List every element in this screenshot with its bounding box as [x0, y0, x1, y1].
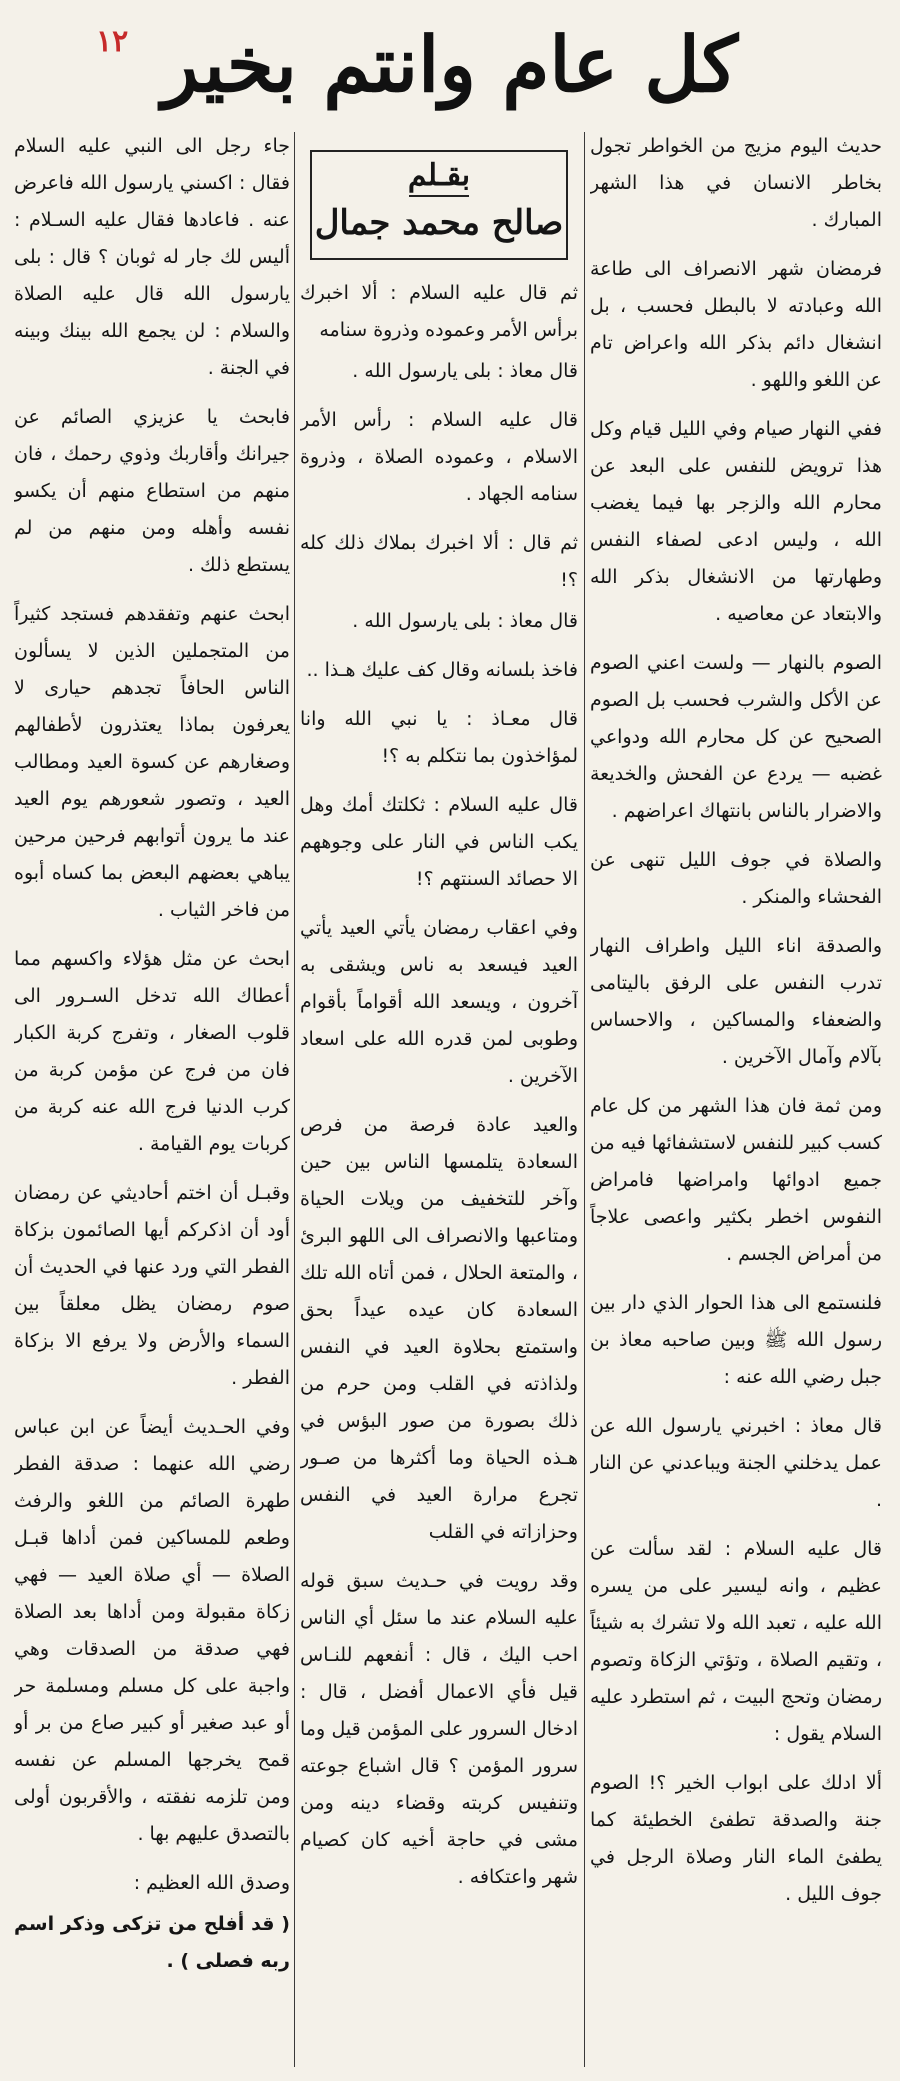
article-column-left [14, 128, 290, 2068]
paragraph: الصوم بالنهار — ولست اعني الصوم عن الأكل والشرب فحسب بل الصوم الصحيح عن كل محارم الله ودواعي غضبه — يردع عن الفحش والخديعة والاضرار بالناس بانتهاك اعراضهم . [590, 652, 882, 822]
paragraph: وصدق الله العظيم : [133, 1872, 290, 1894]
paragraph: والصلاة في جوف الليل تنهى عن الفحشاء والمنكر . [590, 849, 882, 908]
paragraph: ابحث عنهم وتفقدهم فستجد كثيراً من المتجملين الذين لا يسألون الناس الحافاً تجدهم حيارى لا يعرفون بماذا يعتذرون لأطفالهم وصغارهم عن كسوة العيد ومطالب العيد ، وتصور شعورهم يوم العيد عند ما يرون أتوابهم فرحين مرحين يباهي بعضهم البعض بما كساه أبوه من فاخر الثياب . [14, 603, 290, 921]
quran-verse: ( قد أفلح من تزكى وذكر اسم ربه فصلى ) . [14, 1913, 290, 1972]
paragraph: وفي الحـديث أيضاً عن ابن عباس رضي الله عنهما : صدقة الفطر طهرة الصائم من اللغو والرفث وطعم للمساكين فمن أداها قبـل الصلاة — أي صلاة العيد — فهي زكاة مقبولة ومن أداها بعد الصلاة فهي صدقة من الصدقات وهي واجبة على كل مسلم ومسلمة حر أو عبد صغير أو كبير صاع من بر أو قمح يخرجها المسلم عن نفسه ومن تلزمه نفقته ، والأقربون أولى بالتصدق عليهم بها . [14, 1416, 290, 1845]
paragraph: ابحث عن مثل هؤلاء واكسهم مما أعطاك الله تدخل السـرور الى قلوب الصغار ، وتفرج كربة الكبار فان من فرج عن مؤمن كربة من كرب الدنيا فرج الله عنه كربة من كربات يوم القيامة . [14, 948, 290, 1155]
paragraph: فابحث يا عزيزي الصائم عن جيرانك وأقاربك وذوي رحمك ، فان منهم من استطاع منهم أن يكسو نفسه وأهله ومن منهم من لم يستطع ذلك . [14, 406, 290, 576]
paragraph: وقد رويت في حـديث سبق قوله عليه السلام عند ما سئل أي الناس احب اليك ، قال : أنفعهم للنـاس قيل فأي الاعمال أفضل ، قال : ادخال السرور على المؤمن قيل وما سرور المؤمن ؟ قال اشباع جوعته وتنفيس كربته وقضاء دينه ومن مشى في حاجة أخيه كان كصيام شهر واعتكافه . [300, 1570, 578, 1888]
paragraph: ففي النهار صيام وفي الليل قيام وكل هذا ترويض للنفس على البعد عن محارم الله والزجر بها فيما يغضب الله ، وليس ادعى لصفاء النفس وطهارتها من الانشغال بذكر الله والابتعاد عن معاصيه . [590, 418, 882, 625]
column-divider-right [584, 132, 585, 2067]
paragraph: قال معاذ : بلى يارسول الله . [352, 360, 578, 382]
paragraph: قال عليه السلام : لقد سألت عن عظيم ، وانه ليسير على من يسره الله عليه ، تعبد الله ولا تشرك به شيئاً ، وتقيم الصلاة ، وتؤتي الزكاة وتصوم رمضان وتحج البيت ، ثم استطرد عليه السلام يقول : [590, 1538, 882, 1745]
page-number: ١٢ [96, 24, 129, 59]
paragraph: فاخذ بلسانه وقال كف عليك هـذا .. [306, 659, 578, 681]
paragraph: قال معـاذ : يا نبي الله وانا لمؤاخذون بما نتكلم به ؟! [300, 708, 578, 767]
paragraph: وفي اعقاب رمضان يأتي العيد يأتي العيد فيسعد به ناس ويشقى به آخرون ، ويسعد الله أقواماً بأقوام وطوبى لمن قدره الله على اسعاد الآخرين . [300, 917, 578, 1087]
article-column-middle [300, 140, 578, 2070]
author-name: صالح محمد جمال [314, 203, 564, 243]
paragraph: حديث اليوم مزيج من الخواطر تجول بخاطر الانسان في هذا الشهر المبارك . [590, 135, 882, 231]
paragraph: قال عليه السلام : ثكلتك أمك وهل يكب الناس في النار على وجوههم الا حصائد السنتهم ؟! [300, 794, 578, 890]
article-column-right [590, 128, 882, 2068]
paragraph: وقبـل أن اختم أحاديثي عن رمضان أود أن اذكركم أيها الصائمون بزكاة الفطر التي ورد عنها في الحديث أن صوم رمضان يظل معلقاً بين السماء والأرض ولا يرفع الا بزكاة الفطر . [14, 1182, 290, 1389]
paragraph: قال معاذ : بلى يارسول الله . [352, 610, 578, 632]
headline: كل عام وانتم بخير [161, 20, 739, 109]
paragraph: ألا ادلك على ابواب الخير ؟! الصوم جنة والصدقة تطفئ الخطيئة كما يطفئ الماء النار وصلاة الرجل في جوف الليل . [590, 1772, 882, 1905]
paragraph: ثم قال : ألا اخبرك بملاك ذلك كله ؟! [300, 532, 578, 591]
paragraph: فرمضان شهر الانصراف الى طاعة الله وعبادته لا بالبطل فحسب ، بل انشغال دائم بذكر الله واعراض تام عن اللغو واللهو . [590, 258, 882, 391]
paragraph: فلنستمع الى هذا الحوار الذي دار بين رسول الله ﷺ وبين صاحبه معاذ بن جبل رضي الله عنه : [590, 1292, 882, 1388]
paragraph: والصدقة اناء الليل واطراف النهار تدرب النفس على الرفق باليتامى والضعفاء والمساكين ، والاحساس بآلام وآمال الآخرين . [590, 935, 882, 1068]
paragraph: جاء رجل الى النبي عليه السلام فقال : اكسني يارسول الله فاعرض عنه . فاعادها فقال عليه السـلام : أليس لك جار له ثوبان ؟ قال : بلى يارسول الله قال عليه الصلاة والسلام : لن يجمع الله بينك وبينه في الجنة . [14, 135, 290, 379]
paragraph: قال معاذ : اخبرني يارسول الله عن عمل يدخلني الجنة ويباعدني عن النار . [590, 1415, 882, 1511]
paragraph: والعيد عادة فرصة من فرص السعادة يتلمسها الناس بين حين وآخر للتخفيف من ويلات الحياة ومتاعبها والانصراف الى اللهو البرئ ، والمتعة الحلال ، فمن أتاه الله تلك السعادة كان عيده عيداً بحق واستمتع بحلاوة العيد في النفس ولذاذته في القلب ومن حرم من ذلك بصورة من صور البؤس في هـذه الحياة وما أكثرها من صـور تجرع مرارة العيد في النفس وحزازاته في القلب [300, 1114, 578, 1543]
paragraph: ومن ثمة فان هذا الشهر من كل عام كسب كبير للنفس لاستشفائها فيه من جميع ادوائها وامراضها فامراض النفوس اخطر بكثير واعصى علاجاً من أمراض الجسم . [590, 1095, 882, 1265]
paragraph: ثم قال عليه السلام : ألا اخبرك برأس الأمر وعموده وذروة سنامه [300, 282, 578, 341]
byline-label: بقـلم [312, 158, 566, 197]
paragraph: قال عليه السلام : رأس الأمر الاسلام ، وعموده الصلاة ، وذروة سنامه الجهاد . [300, 409, 578, 505]
byline-box [310, 150, 568, 260]
column-divider-left [294, 132, 295, 2067]
